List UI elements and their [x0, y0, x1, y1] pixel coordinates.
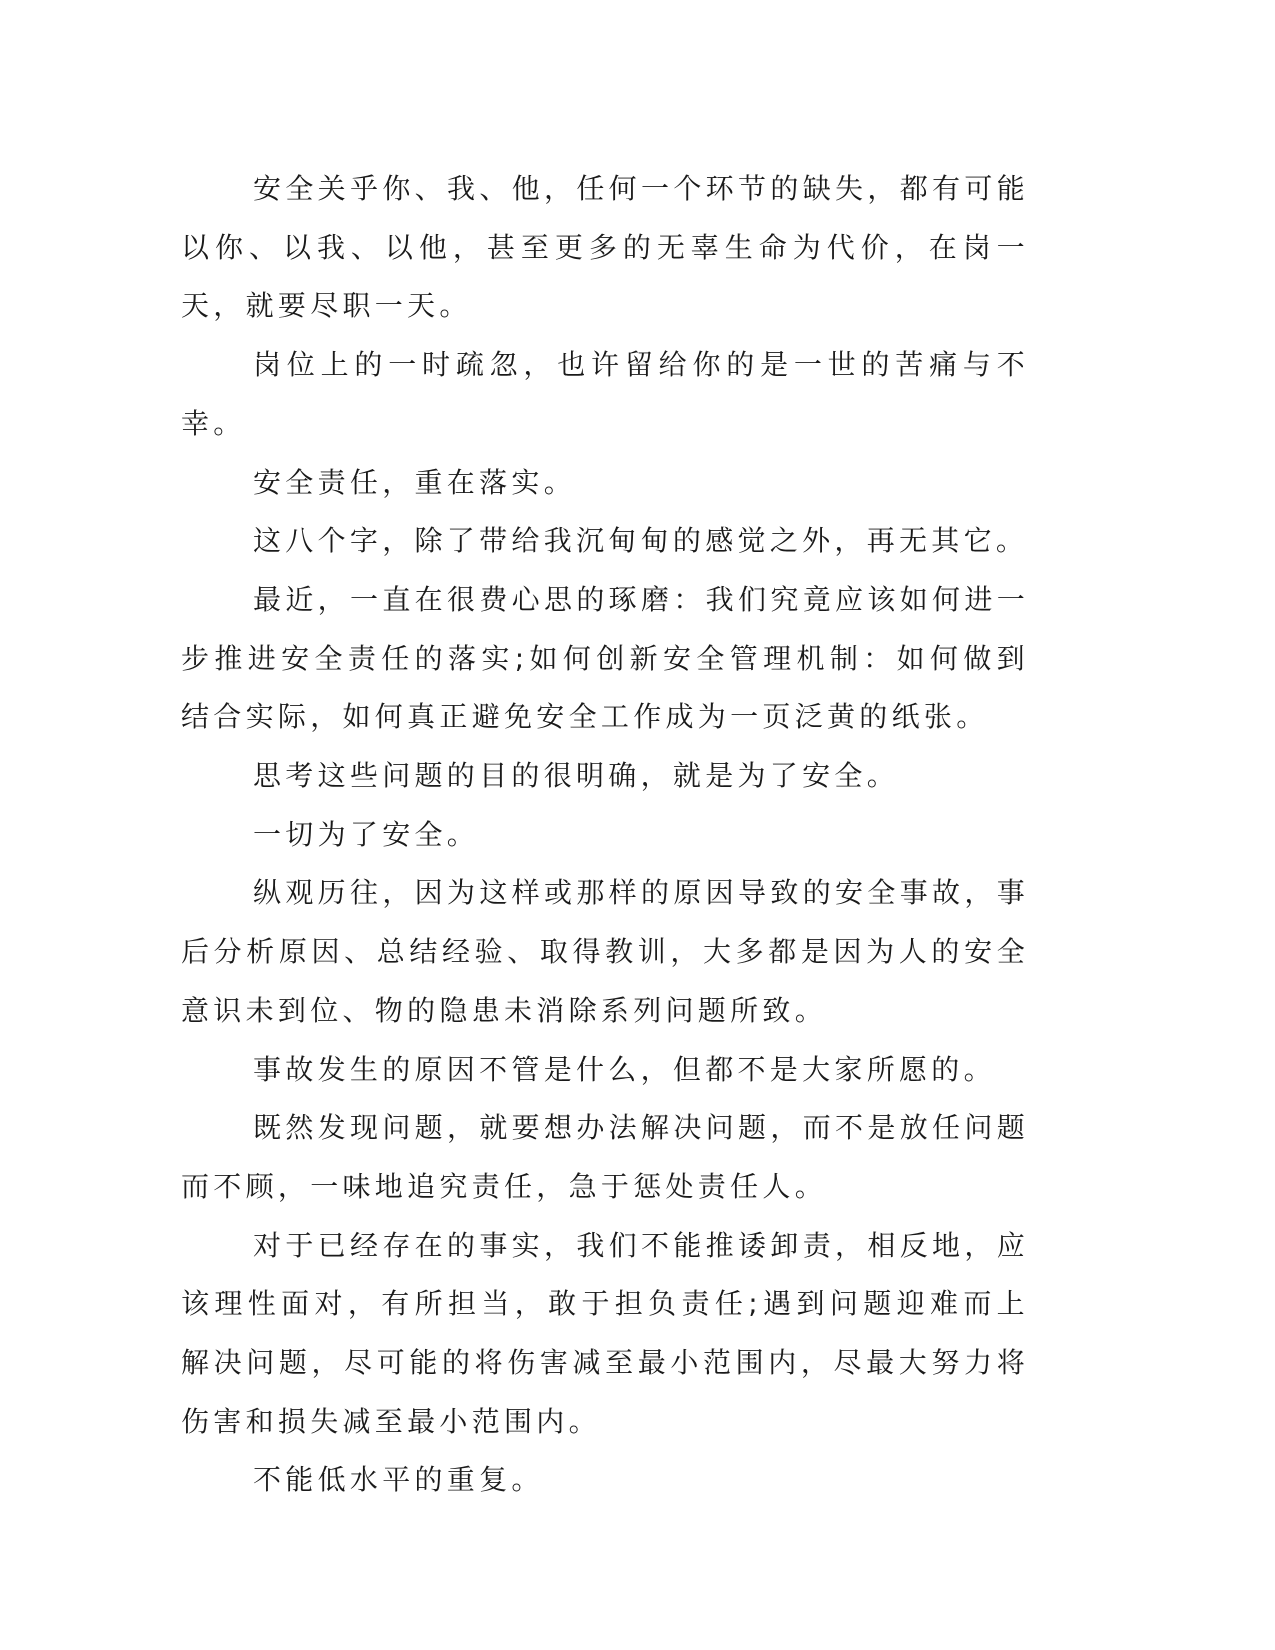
paragraph: 纵观历往，因为这样或那样的原因导致的安全事故，事后分析原因、总结经验、取得教训，大多都是因为人的安全意识未到位、物的隐患未消除系列问题所致。: [181, 876, 1029, 1027]
paragraph: 安全关乎你、我、他，任何一个环节的缺失，都有可能以你、以我、以他，甚至更多的无辜生命为代价，在岗一天，就要尽职一天。: [181, 172, 1029, 323]
paragraph: 事故发生的原因不管是什么，但都不是大家所愿的。: [253, 1052, 996, 1086]
paragraph: 岗位上的一时疏忽，也许留给你的是一世的苦痛与不幸。: [181, 348, 1029, 440]
paragraph: 对于已经存在的事实，我们不能推诿卸责，相反地，应该理性面对，有所担当，敢于担负责任;遇到问题迎难而上解决问题，尽可能的将伤害减至最小范围内，尽最大努力将伤害和损失减至最小范围内。: [181, 1228, 1029, 1438]
document-body: [181, 160, 1029, 1510]
paragraph: 思考这些问题的目的很明确，就是为了安全。: [253, 759, 900, 793]
paragraph: 一切为了安全。: [253, 817, 480, 851]
paragraph: 不能低水平的重复。: [253, 1463, 544, 1497]
paragraph: 最近，一直在很费心思的琢磨：我们究竟应该如何进一步推进安全责任的落实;如何创新安全管理机制：如何做到结合实际，如何真正避免安全工作成为一页泛黄的纸张。: [181, 582, 1029, 734]
paragraph: 安全责任，重在落实。: [253, 465, 577, 499]
paragraph: 既然发现问题，就要想办法解决问题，而不是放任问题而不顾，一味地追究责任，急于惩处责任人。: [181, 1111, 1029, 1203]
paragraph: 这八个字，除了带给我沉甸甸的感觉之外，再无其它。: [253, 524, 1029, 558]
